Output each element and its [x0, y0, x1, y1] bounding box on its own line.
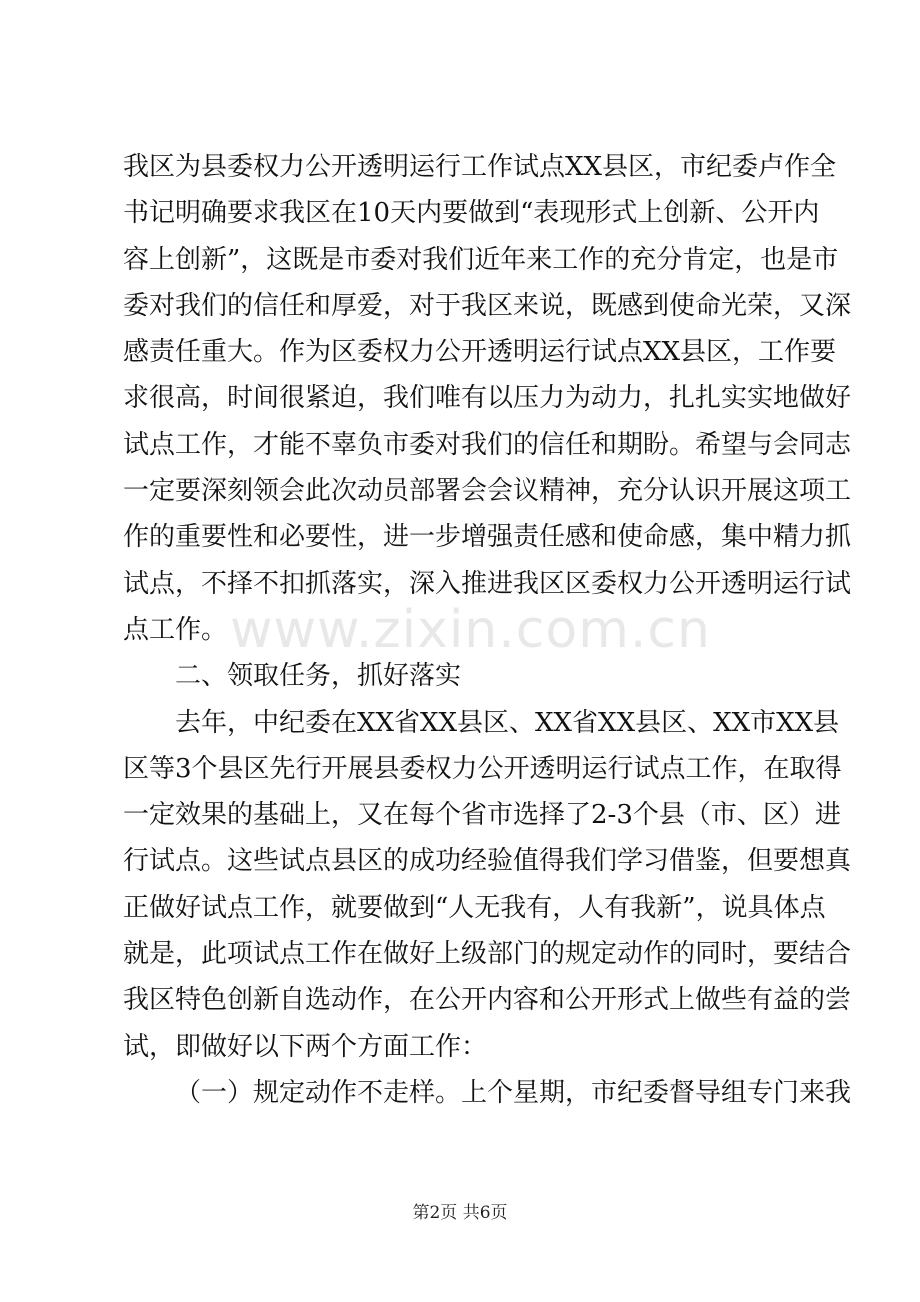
text-line: 就是，此项试点工作在做好上级部门的规定动作的同时，要结合 [123, 939, 852, 970]
text-line: 作的重要性和必要性，进一步增强责任感和使命感，集中精力抓 [123, 522, 852, 553]
text-line: 我区特色创新自选动作，在公开内容和公开形式上做些有益的尝 [123, 985, 852, 1016]
text-line: 二、领取任务，抓好落实 [175, 661, 462, 692]
text-line: 正做好试点工作，就要做到“人无我有，人有我新”，说具体点 [123, 892, 826, 923]
text-line: （一）规定动作不走样。上个星期，市纪委督导组专门来我 [175, 1077, 852, 1108]
text-line: 容上创新”，这既是市委对我们近年来工作的充分肯定，也是市 [123, 244, 839, 275]
text-line: 感责任重大。作为区委权力公开透明运行试点XX县区，工作要 [123, 337, 837, 368]
text-line: 区等3个县区先行开展县委权力公开透明运行试点工作，在取得 [123, 753, 842, 784]
text-line: 我区为县委权力公开透明运行工作试点XX县区，市纪委卢作全 [123, 152, 837, 182]
document-body [123, 144, 852, 1116]
text-line: 试，即做好以下两个方面工作： [123, 1031, 488, 1062]
text-line: 试点工作，才能不辜负市委对我们的信任和期盼。希望与会同志 [123, 429, 852, 460]
text-line: 求很高，时间很紧迫，我们唯有以压力为动力，扎扎实实地做好 [123, 383, 852, 414]
text-line: 一定要深刻领会此次动员部署会会议精神，充分认识开展这项工 [123, 476, 852, 507]
text-line: 委对我们的信任和厚爱，对于我区来说，既感到使命光荣，又深 [123, 290, 852, 321]
text-line: 试点，不择不扣抓落实，深入推进我区区委权力公开透明运行试 [123, 568, 852, 599]
text-line: 点工作。 [123, 614, 228, 645]
text-line: 行试点。这些试点县区的成功经验值得我们学习借鉴，但要想真 [123, 846, 852, 877]
page-footer: 第2页 共6页 [412, 1203, 508, 1223]
text-line: 一定效果的基础上，又在每个省市选择了2-3个县（市、区）进 [123, 800, 841, 831]
watermark-text: www.zixin.com.cn [230, 600, 711, 660]
text-line: 去年，中纪委在XX省XX县区、XX省XX县区、XX市XX县 [175, 707, 840, 738]
text-line: 书记明确要求我区在10天内要做到“表现形式上创新、公开内 [123, 198, 820, 229]
